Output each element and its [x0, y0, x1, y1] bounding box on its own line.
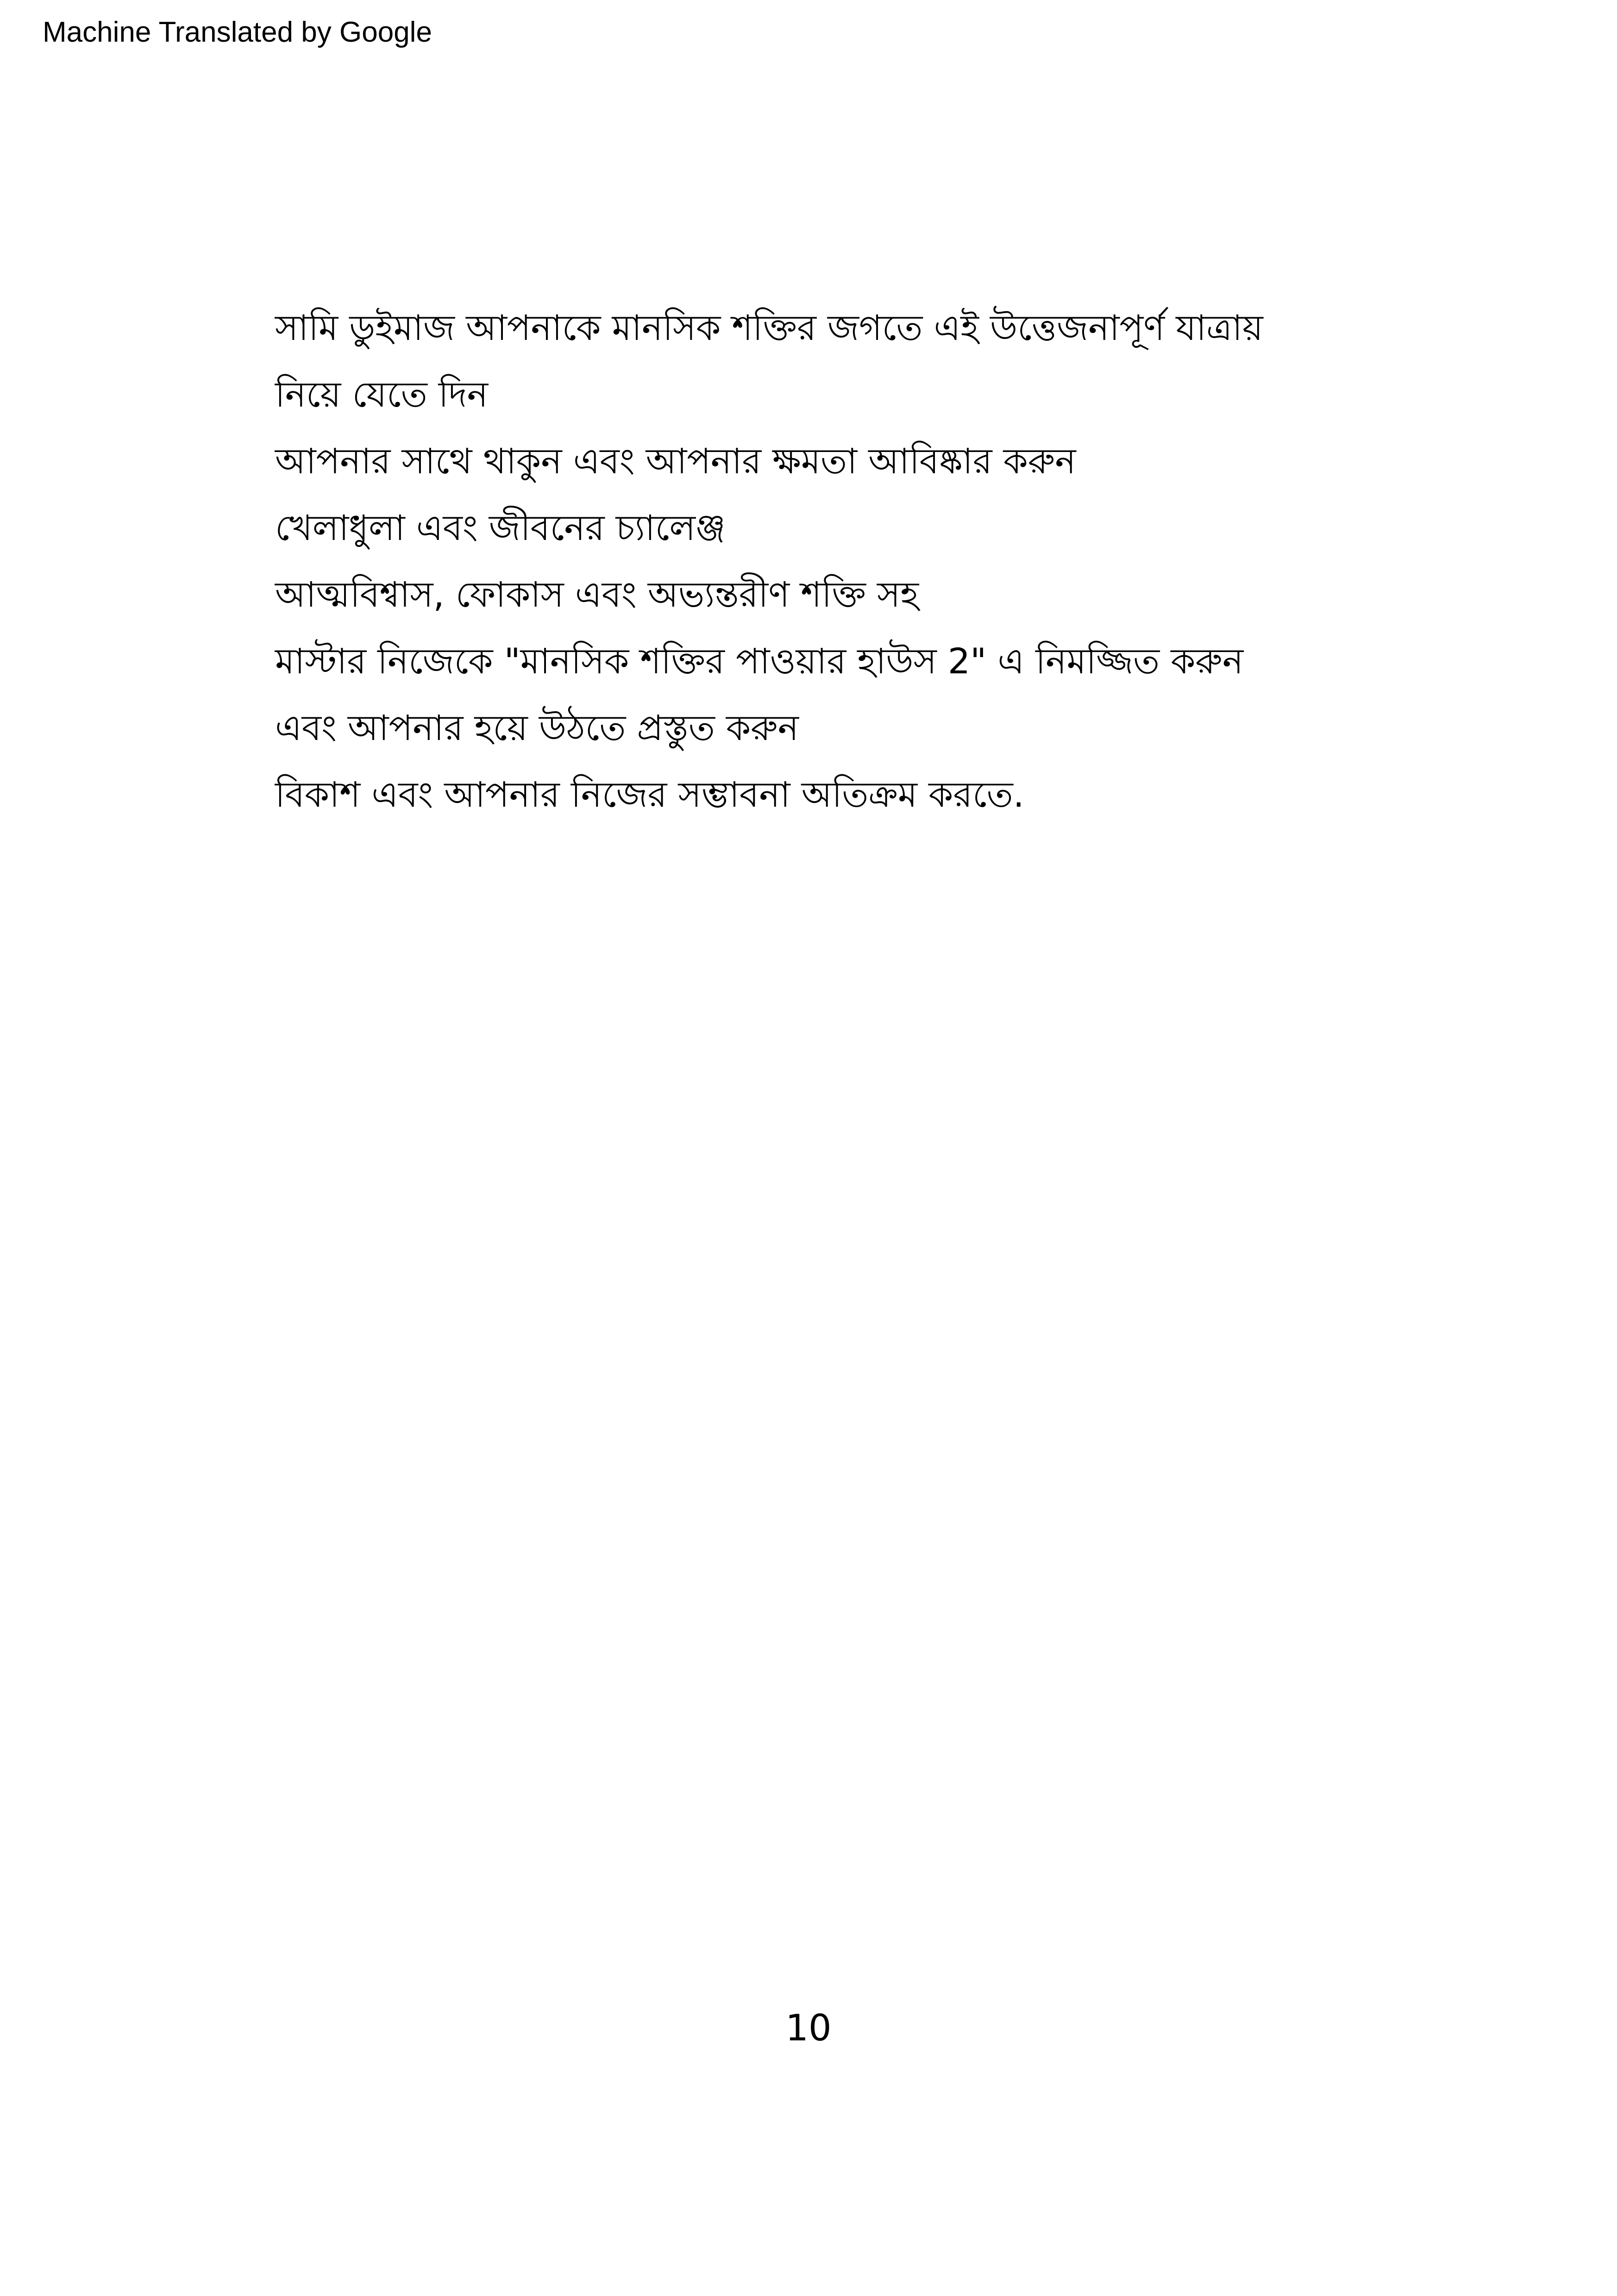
text-line: সামি ডুইমাজ আপনাকে মানসিক শক্তির জগতে এই উত্তেজনাপূর্ণ যাত্রায় [275, 307, 1263, 348]
text-line: আত্মবিশ্বাস, ফোকাস এবং অভ্যন্তরীণ শক্তি সহ [275, 574, 919, 615]
machine-translation-label: Machine Translated by Google [43, 16, 432, 48]
text-line: খেলাধুলা এবং জীবনের চ্যালেঞ্জ [275, 507, 726, 548]
body-text [275, 295, 1433, 828]
text-line: আপনার সাথে থাকুন এবং আপনার ক্ষমতা আবিষ্কার করুন [275, 440, 1076, 482]
text-line: নিয়ে যেতে দিন [275, 374, 488, 415]
text-line: এবং আপনার হয়ে উঠতে প্রস্তুত করুন [275, 707, 799, 748]
page-number: 10 [785, 2007, 832, 2049]
text-line: বিকাশ এবং আপনার নিজের সম্ভাবনা অতিক্রম করতে. [275, 774, 1024, 815]
text-line: মাস্টার নিজেকে "মানসিক শক্তির পাওয়ার হাউস 2" এ নিমজ্জিত করুন [275, 640, 1244, 682]
